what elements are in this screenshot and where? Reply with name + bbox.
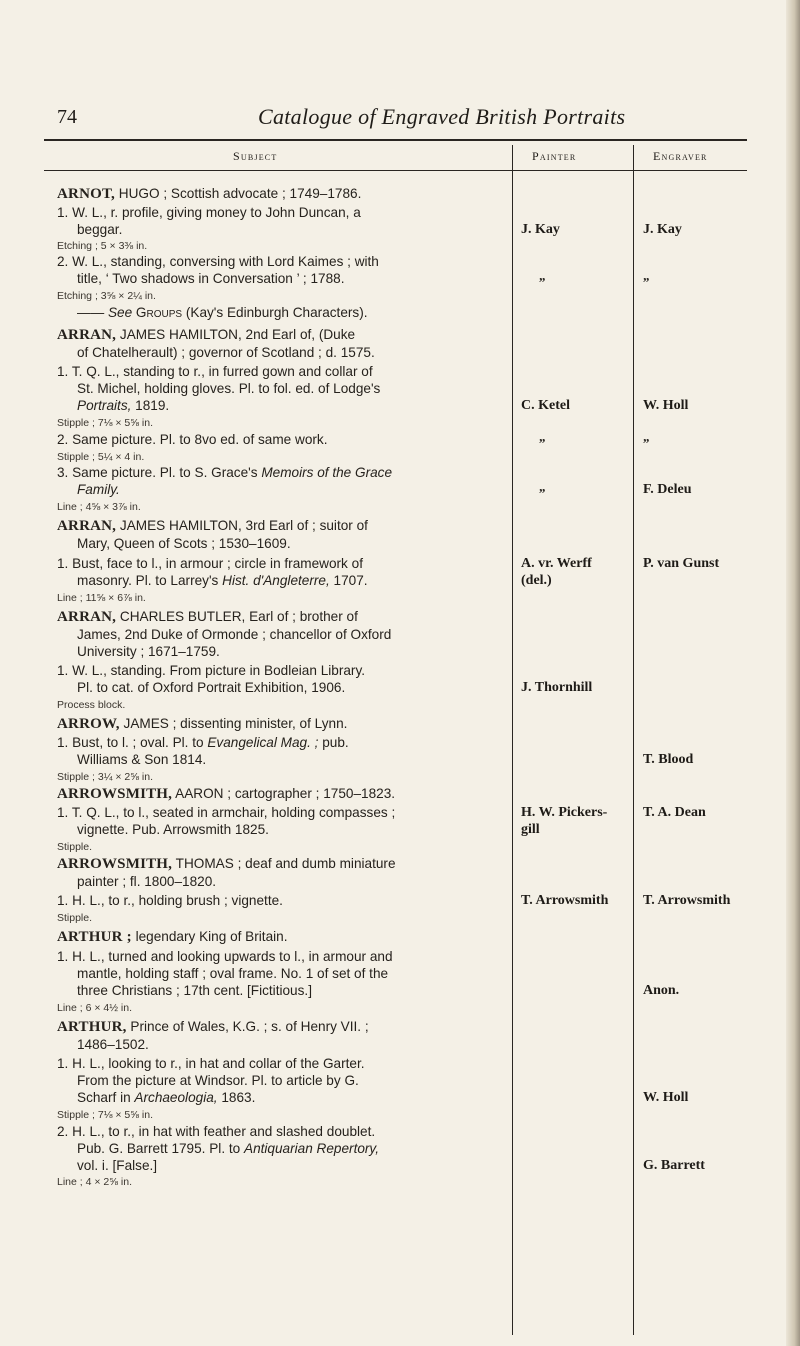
entry-line: 1. H. L., looking to r., in hat and collar of the Garter.	[57, 1056, 365, 1071]
entry-line: James, 2nd Duke of Ormonde ; chancellor of Oxford	[77, 627, 392, 642]
entry-note: Process block.	[57, 699, 126, 711]
entry-note: Etching ; 3⅝ × 2¼ in.	[57, 290, 156, 302]
entry-line: 2. W. L., standing, conversing with Lord Kaimes ; with	[57, 254, 379, 269]
engraver-cell-ditto: „	[643, 268, 650, 283]
entry-line: of Chatelherault) ; governor of Scotland ; d. 1575.	[77, 345, 375, 360]
entry-line: 1. W. L., r. profile, giving money to John Duncan, a	[57, 205, 361, 220]
entry-line: beggar.	[77, 222, 123, 237]
entry-line: 1. T. Q. L., to l., seated in armchair, holding compasses ;	[57, 805, 396, 820]
entry-heading-arran-3rd: ARRAN, JAMES HAMILTON, 3rd Earl of ; suitor of	[57, 518, 368, 534]
entry-line: St. Michel, holding gloves. Pl. to fol. ed. of Lodge's	[77, 381, 381, 396]
entry-note: Stipple ; 7⅛ × 5⅝ in.	[57, 417, 154, 429]
painter-cell-ditto: „	[539, 268, 546, 283]
painter-cell: H. W. Pickers-	[521, 805, 608, 820]
entry-line: 2. H. L., to r., in hat with feather and slashed doublet.	[57, 1124, 376, 1139]
entry-line: three Christians ; 17th cent. [Fictitious.]	[77, 983, 312, 998]
entry-line: 2. Same picture. Pl. to 8vo ed. of same work.	[57, 432, 328, 447]
engraver-cell: P. van Gunst	[643, 556, 720, 571]
entry-note: Etching ; 5 × 3⅜ in.	[57, 240, 148, 252]
entry-heading-arnot: ARNOT, HUGO ; Scottish advocate ; 1749–1786.	[57, 186, 362, 202]
engraver-cell: T. Blood	[643, 752, 694, 767]
entry-line: 1. H. L., to r., holding brush ; vignette.	[57, 893, 283, 908]
entry-line: From the picture at Windsor. Pl. to article by G.	[77, 1073, 359, 1088]
entry-note: Stipple ; 7⅛ × 5⅝ in.	[57, 1109, 154, 1121]
entry-line: 1. W. L., standing. From picture in Bodleian Library.	[57, 663, 366, 678]
engraver-cell: Anon.	[643, 983, 680, 998]
engraver-cell: W. Holl	[643, 1090, 689, 1105]
entry-heading-arrowsmith-thomas: ARROWSMITH, THOMAS ; deaf and dumb miniature	[57, 856, 396, 872]
painter-cell: (del.)	[521, 573, 552, 588]
painter-cell-ditto: „	[539, 429, 546, 444]
entry-note: Stipple.	[57, 841, 93, 853]
entry-line: Pub. G. Barrett 1795. Pl. to Antiquarian Repertory,	[77, 1141, 380, 1156]
entry-heading-arrowsmith-aaron: ARROWSMITH, AARON ; cartographer ; 1750–1823.	[57, 786, 396, 802]
entry-line: mantle, holding staff ; oval frame. No. 1 of set of the	[77, 966, 389, 981]
engraver-cell: F. Deleu	[643, 482, 692, 497]
page-number: 74	[57, 106, 77, 128]
painter-cell-ditto: „	[539, 479, 546, 494]
entry-line: painter ; fl. 1800–1820.	[77, 874, 217, 889]
painter-cell: T. Arrowsmith	[521, 893, 609, 908]
entry-line: masonry. Pl. to Larrey's Hist. d'Angleterre, 1707.	[77, 573, 368, 588]
engraver-cell: T. A. Dean	[643, 805, 706, 820]
subject-column-header: Subject	[233, 149, 278, 163]
engraver-cell: G. Barrett	[643, 1158, 705, 1173]
entry-line: 1. H. L., turned and looking upwards to l., in armour and	[57, 949, 393, 964]
engraver-cell-ditto: „	[643, 429, 650, 444]
entry-line: 1. Bust, face to l., in armour ; circle in framework of	[57, 556, 363, 571]
entry-note: Stipple.	[57, 912, 93, 924]
entry-line: Pl. to cat. of Oxford Portrait Exhibition, 1906.	[77, 680, 346, 695]
running-title: Catalogue of Engraved British Portraits	[258, 104, 626, 129]
entry-heading-arran-2nd: ARRAN, JAMES HAMILTON, 2nd Earl of, (Duke	[57, 327, 356, 343]
painter-column-header: Painter	[532, 149, 577, 163]
entry-line: 1. T. Q. L., standing to r., in furred gown and collar of	[57, 364, 373, 379]
painter-cell: J. Thornhill	[521, 680, 593, 695]
entry-note: Line ; 4⅝ × 3⅞ in.	[57, 501, 141, 513]
entry-line: University ; 1671–1759.	[77, 644, 220, 659]
entry-line: Family.	[77, 482, 120, 497]
entry-note: Line ; 4 × 2⅝ in.	[57, 1176, 133, 1188]
entry-line: Portraits, 1819.	[77, 398, 170, 413]
engraver-cell: T. Arrowsmith	[643, 893, 731, 908]
entry-line: 1486–1502.	[77, 1037, 149, 1052]
painter-cell: gill	[521, 822, 540, 837]
entry-note: Stipple ; 3¼ × 2⅝ in.	[57, 771, 154, 783]
painter-cell: A. vr. Werff	[521, 556, 592, 571]
engraver-cell: W. Holl	[643, 398, 689, 413]
entry-heading-arthur-prince: ARTHUR, Prince of Wales, K.G. ; s. of Henry VII. ;	[57, 1019, 369, 1035]
entry-line: 3. Same picture. Pl. to S. Grace's Memoirs of the Grace	[57, 465, 393, 480]
entry-line: vignette. Pub. Arrowsmith 1825.	[77, 822, 269, 837]
painter-cell: J. Kay	[521, 222, 560, 237]
entry-line: Scharf in Archaeologia, 1863.	[77, 1090, 256, 1105]
entry-heading-arrow: ARROW, JAMES ; dissenting minister, of Lynn.	[57, 716, 348, 732]
engraver-column-header: Engraver	[653, 149, 708, 163]
painter-cell: C. Ketel	[521, 398, 570, 413]
entry-line: vol. i. [False.]	[77, 1158, 158, 1173]
entry-line-see-groups: —— See Groups (Kay's Edinburgh Characters).	[77, 305, 368, 320]
engraver-cell: J. Kay	[643, 222, 682, 237]
entry-line: Williams & Son 1814.	[77, 752, 207, 767]
entry-line: title, ‘ Two shadows in Conversation ’ ; 1788.	[77, 271, 345, 286]
entry-note: Line ; 6 × 4½ in.	[57, 1002, 133, 1014]
entry-heading-arthur-king: ARTHUR ; legendary King of Britain.	[57, 929, 288, 945]
entry-line: Mary, Queen of Scots ; 1530–1609.	[77, 536, 291, 551]
entry-line: 1. Bust, to l. ; oval. Pl. to Evangelical Mag. ; pub.	[57, 735, 349, 750]
entry-note: Stipple ; 5¼ × 4 in.	[57, 451, 145, 463]
entry-heading-arran-butler: ARRAN, CHARLES BUTLER, Earl of ; brother of	[57, 609, 358, 625]
entry-note: Line ; 11⅝ × 6⅞ in.	[57, 592, 146, 604]
